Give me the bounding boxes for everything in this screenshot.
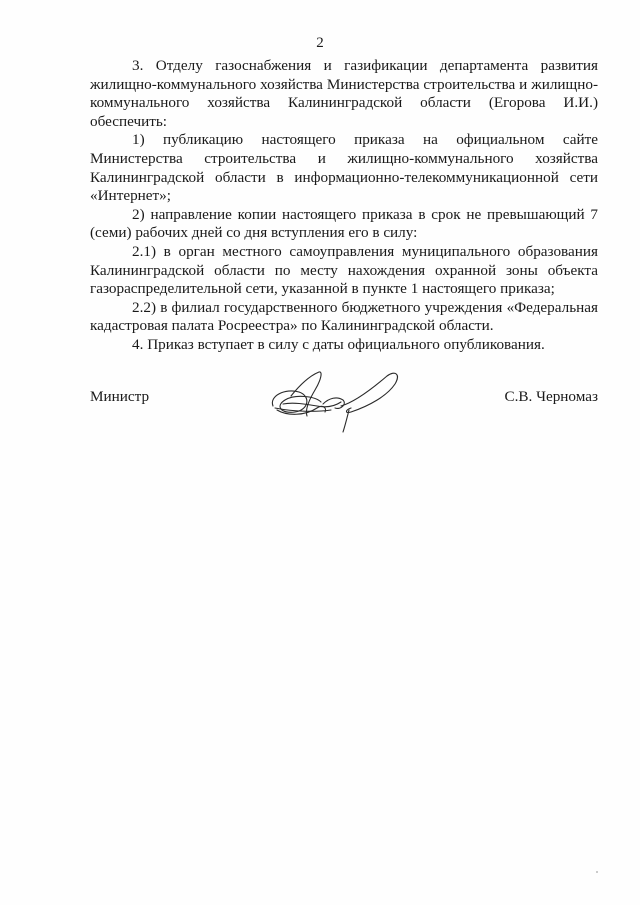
paragraph-item-4: 4. Приказ вступает в силу с даты официального опубликования. xyxy=(132,335,545,353)
signer-name: С.В. Черномаз xyxy=(504,388,598,405)
signature-block xyxy=(90,366,598,436)
scan-speck xyxy=(596,871,598,873)
paragraph-item-3-1: 1) публикацию настоящего приказа на официальном сайте Министерства строительства и жилищно-коммунального хозяйства Калининградской области в информационно-телекоммуникационной сети «Интернет»; xyxy=(90,131,598,205)
signer-position: Министр xyxy=(90,388,150,405)
page-number: 2 xyxy=(316,35,324,51)
paragraph-item-3: 3. Отделу газоснабжения и газификации департамента развития жилищно-коммунального хозяйства Министерства строительства и жилищно-коммунального хозяйства Калининградской области (Егорова И.И.) обеспечить: xyxy=(90,57,598,130)
paragraph-item-3-2-2: 2.2) в филиал государственного бюджетного учреждения «Федеральная кадастровая палата Росреестра» по Калининградской области. xyxy=(90,298,598,335)
paragraph-item-3-2: 2) направление копии настоящего приказа в срок не превышающий 7 (семи) рабочих дней со дня вступления его в силу: xyxy=(90,205,598,242)
document-body xyxy=(90,57,598,355)
handwritten-signature xyxy=(265,366,415,436)
paragraph-item-3-2-1: 2.1) в орган местного самоуправления муниципального образования Калининградской области по месту нахождения охранной зоны объекта газораспределительной сети, указанной в пункте 1 настоящего приказа; xyxy=(90,242,598,298)
